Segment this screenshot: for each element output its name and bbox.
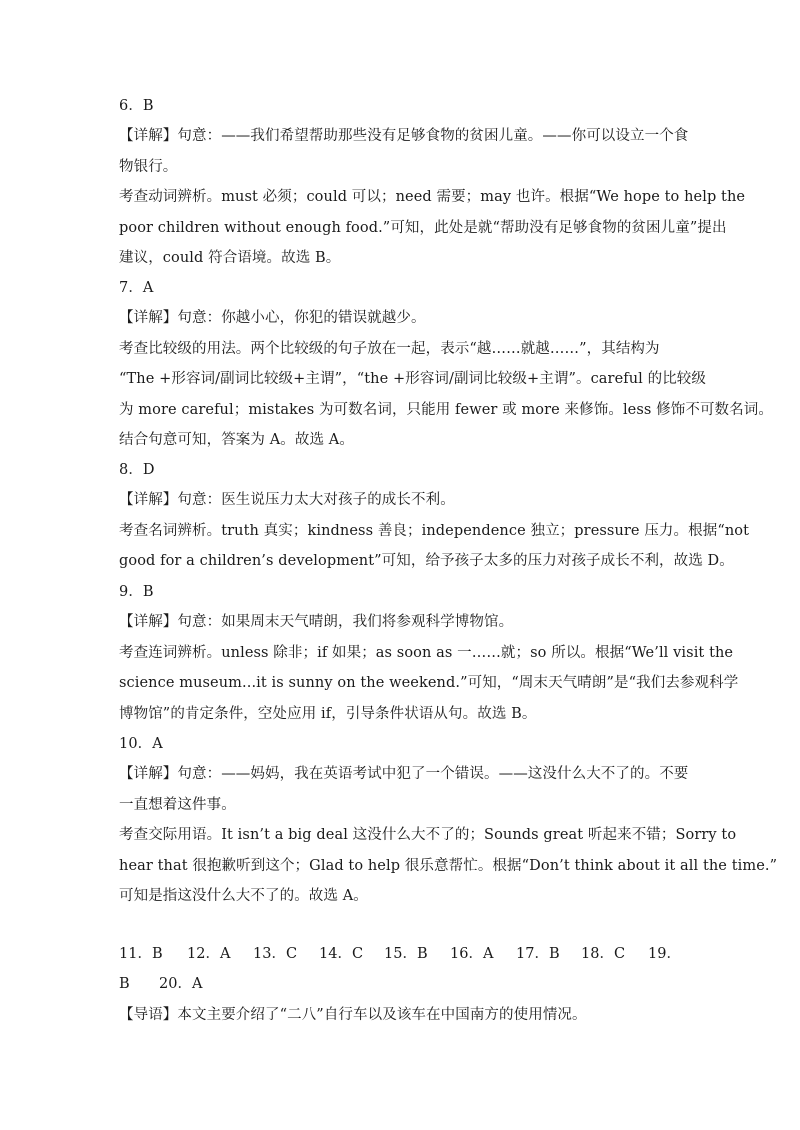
question-6-line-3: 考查动词辨析。must 必须；could 可以；need 需要；may 也许。根据“We hope to help the bbox=[119, 189, 746, 206]
question-10-line-5: 可知是指这没什么大不了的。故选 A。 bbox=[119, 887, 368, 904]
question-6-line-4: poor children without enough food.”可知，此处是就“帮助没有足够食物的贫困儿童”提出 bbox=[119, 219, 727, 236]
answer-14: 14．C bbox=[319, 946, 364, 962]
answer-17: 17．B bbox=[516, 946, 560, 962]
question-7-line-2: 考查比较级的用法。两个比较级的句子放在一起，表示“越……就越……”，其结构为 bbox=[119, 340, 660, 357]
question-10-line-4: hear that 很抱歉听到这个；Glad to help 很乐意帮忙。根据“Don’t think about it all the time.” bbox=[119, 857, 778, 874]
answer-19: 19． bbox=[648, 946, 681, 962]
question-8-number: 8．D bbox=[119, 462, 155, 478]
question-8-line-2: 考查名词辨析。truth 真实；kindness 善良；independence 独立；pressure 压力。根据“not bbox=[119, 522, 750, 539]
question-6-line-2: 物银行。 bbox=[119, 158, 178, 175]
question-9 bbox=[119, 577, 739, 729]
answer-12: 12．A bbox=[187, 946, 231, 962]
question-7 bbox=[119, 273, 773, 455]
answer-18: 18．C bbox=[581, 946, 626, 962]
question-9-line-3: science museum...it is sunny on the weekend.”可知，“周末天气晴朗”是“我们去参观科学 bbox=[119, 675, 739, 692]
question-8-line-1: 【详解】句意：医生说压力太大对孩子的成长不利。 bbox=[119, 492, 455, 509]
answer-key-row-wrap bbox=[119, 969, 719, 999]
question-10-line-1: 【详解】句意：——妈妈，我在英语考试中犯了一个错误。——这没什么大不了的。不要 bbox=[119, 766, 689, 783]
reading-intro bbox=[119, 1000, 699, 1030]
question-7-line-4: 为 more careful；mistakes 为可数名词，只能用 fewer 或 more 来修饰。less 修饰不可数名词。 bbox=[119, 401, 773, 418]
question-9-line-2: 考查连词辨析。unless 除非；if 如果；as soon as 一……就；so 所以。根据“We’ll visit the bbox=[119, 644, 734, 661]
question-6-line-1: 【详解】句意：——我们希望帮助那些没有足够食物的贫困儿童。——你可以设立一个食 bbox=[119, 128, 689, 145]
answer-19-value: B bbox=[119, 976, 130, 992]
question-7-line-5: 结合句意可知，答案为 A。故选 A。 bbox=[119, 431, 354, 448]
question-10-line-2: 一直想着这件事。 bbox=[119, 796, 236, 813]
question-8-line-3: good for a children’s development”可知，给予孩子太多的压力对孩子成长不利，故选 D。 bbox=[119, 553, 734, 570]
answer-13: 13．C bbox=[253, 946, 298, 962]
question-7-line-1: 【详解】句意：你越小心，你犯的错误就越少。 bbox=[119, 310, 426, 327]
question-6-number: 6．B bbox=[119, 98, 154, 114]
question-7-line-3: “The +形容词/副词比较级+主谓”，“the +形容词/副词比较级+主谓”。careful 的比较级 bbox=[119, 371, 707, 388]
question-6-line-5: 建议，could 符合语境。故选 B。 bbox=[119, 249, 341, 266]
question-9-line-1: 【详解】句意：如果周末天气晴朗，我们将参观科学博物馆。 bbox=[119, 614, 514, 631]
answer-20: 20．A bbox=[159, 976, 203, 992]
question-9-number: 9．B bbox=[119, 584, 154, 600]
question-8 bbox=[119, 455, 750, 577]
reading-intro-line: 【导语】本文主要介绍了“二八”自行车以及该车在中国南方的使用情况。 bbox=[119, 1007, 587, 1023]
question-10-line-3: 考查交际用语。It isn’t a big deal 这没什么大不了的；Sounds great 听起来不错；Sorry to bbox=[119, 827, 737, 844]
answer-key-row bbox=[119, 939, 719, 969]
question-6 bbox=[119, 91, 746, 273]
question-9-line-4: 博物馆”的肯定条件，空处应用 if，引导条件状语从句。故选 B。 bbox=[119, 705, 537, 722]
question-10 bbox=[119, 729, 778, 911]
answer-16: 16．A bbox=[450, 946, 494, 962]
answer-15: 15．B bbox=[384, 946, 428, 962]
question-10-number: 10．A bbox=[119, 736, 163, 752]
question-7-number: 7．A bbox=[119, 280, 154, 296]
answer-11: 11．B bbox=[119, 946, 163, 962]
